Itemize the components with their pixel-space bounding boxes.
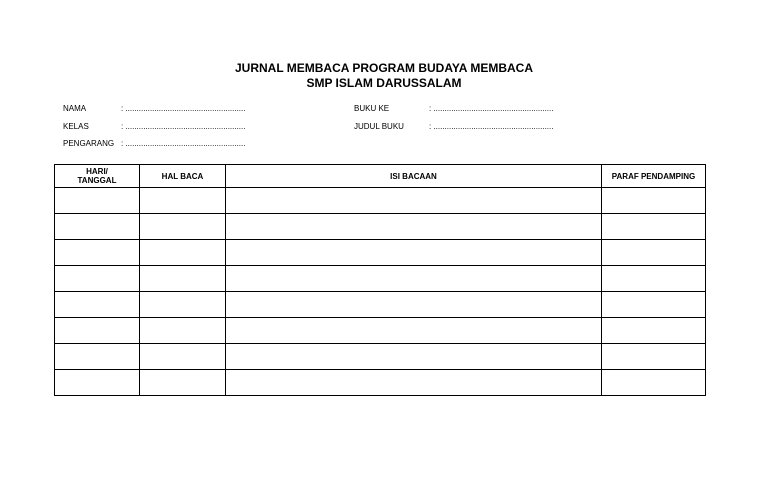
cell-isi-bacaan xyxy=(226,188,602,214)
cell-paraf xyxy=(602,266,706,292)
cell-paraf xyxy=(602,240,706,266)
cell-paraf xyxy=(602,188,706,214)
cell-hari-tanggal xyxy=(55,266,140,292)
cell-hal-baca xyxy=(140,214,226,240)
cell-hari-tanggal xyxy=(55,370,140,396)
cell-hari-tanggal xyxy=(55,344,140,370)
table-row xyxy=(55,370,706,396)
cell-paraf xyxy=(602,214,706,240)
field-buku-ke-label: BUKU KE xyxy=(354,104,390,113)
page-title: JURNAL MEMBACA PROGRAM BUDAYA MEMBACA xyxy=(234,61,533,75)
cell-hari-tanggal xyxy=(55,214,140,240)
cell-isi-bacaan xyxy=(226,344,602,370)
cell-paraf xyxy=(602,292,706,318)
cell-paraf xyxy=(602,318,706,344)
header-hal-baca: HAL BACA xyxy=(140,165,226,188)
cell-hal-baca xyxy=(140,370,226,396)
cell-hal-baca xyxy=(140,240,226,266)
cell-isi-bacaan xyxy=(226,370,602,396)
field-kelas-value: : ...................................................... xyxy=(121,122,246,131)
table-row xyxy=(55,344,706,370)
table-row xyxy=(55,292,706,318)
field-buku-ke-value: : ...................................................... xyxy=(429,104,554,113)
field-nama-label: NAMA xyxy=(63,104,87,113)
cell-hal-baca xyxy=(140,318,226,344)
school-name: SMP ISLAM DARUSSALAM xyxy=(306,76,462,90)
header-hari-tanggal xyxy=(55,165,140,188)
header-hari-line1: HARI/ xyxy=(86,167,108,176)
field-judul-buku-value: : ...................................................... xyxy=(429,122,554,131)
cell-hal-baca xyxy=(140,188,226,214)
cell-hari-tanggal xyxy=(55,292,140,318)
cell-hal-baca xyxy=(140,344,226,370)
field-judul-buku-label: JUDUL BUKU xyxy=(354,122,404,131)
cell-isi-bacaan xyxy=(226,318,602,344)
table-row xyxy=(55,240,706,266)
cell-hari-tanggal xyxy=(55,318,140,344)
cell-hal-baca xyxy=(140,266,226,292)
header-paraf-pendamping: PARAF PENDAMPING xyxy=(602,165,706,188)
field-pengarang-label: PENGARANG xyxy=(63,139,115,148)
field-nama-value: : ...................................................... xyxy=(121,104,246,113)
cell-isi-bacaan xyxy=(226,214,602,240)
table-row xyxy=(55,318,706,344)
cell-isi-bacaan xyxy=(226,266,602,292)
field-pengarang-value: : ...................................................... xyxy=(121,139,246,148)
cell-paraf xyxy=(602,344,706,370)
table-header-row xyxy=(55,165,706,188)
header-hari-line2: TANGGAL xyxy=(77,176,117,185)
cell-hari-tanggal xyxy=(55,240,140,266)
table-body xyxy=(55,188,706,396)
cell-hari-tanggal xyxy=(55,188,140,214)
header-isi-bacaan: ISI BACAAN xyxy=(226,165,602,188)
cell-isi-bacaan xyxy=(226,240,602,266)
cell-isi-bacaan xyxy=(226,292,602,318)
table-row xyxy=(55,188,706,214)
cell-paraf xyxy=(602,370,706,396)
cell-hal-baca xyxy=(140,292,226,318)
table-row xyxy=(55,214,706,240)
field-kelas-label: KELAS xyxy=(63,122,89,131)
table-row xyxy=(55,266,706,292)
reading-journal-table xyxy=(54,164,706,396)
